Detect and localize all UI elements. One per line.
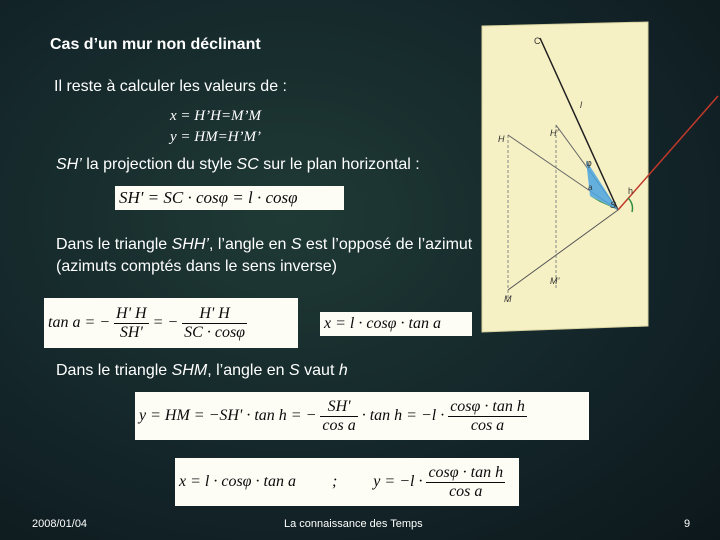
label-h-prime: H’ <box>550 128 559 138</box>
shm-text-part: vaut <box>299 362 339 379</box>
summary-y-lhs: y = −l · <box>373 473 423 490</box>
label-phi: φ <box>586 159 592 169</box>
shh-text-part: est l’opposé de l’azimut (azimuts comptés dans le sens inverse) <box>56 236 473 275</box>
fraction-denominator: SH' <box>119 323 143 341</box>
formula-tan-a <box>44 298 298 348</box>
equation-x: x = H’H=M’M <box>170 108 262 124</box>
fraction-denominator: SC · cosφ <box>184 323 246 341</box>
triangle-shh-text <box>56 234 476 278</box>
formula-y <box>135 392 589 440</box>
formula-sh-prime: SH' = SC · cosφ = l · cosφ <box>115 186 344 210</box>
summary-separator: ; <box>331 473 338 490</box>
formula-summary <box>175 458 519 506</box>
footer-date: 2008/01/04 <box>32 518 88 530</box>
fraction-numerator: cosφ · tan h <box>450 397 525 415</box>
fraction-denominator: cos a <box>322 416 356 434</box>
fraction-numerator: H' H <box>182 305 247 324</box>
summary-x: x = l · cosφ · tan a <box>179 473 296 490</box>
formula-tan-mid: = − <box>152 314 179 331</box>
formula-y-lhs: y = HM = −SH' · tan h = − <box>139 407 317 424</box>
sc-label: SC <box>236 156 259 173</box>
fraction-denominator: cos a <box>449 482 483 500</box>
s-label: S <box>289 362 300 379</box>
shm-text-part: Dans le triangle <box>56 362 172 379</box>
fraction-cos-tan-over-cos-a <box>448 398 527 435</box>
label-m: M <box>504 294 512 304</box>
shh-text-part: , l’angle en <box>208 236 291 253</box>
fraction-hh-over-sh <box>114 305 149 342</box>
projection-text <box>56 156 420 174</box>
shm-text-part: , l’angle en <box>207 362 290 379</box>
slide-title: Cas d’un mur non déclinant <box>50 36 261 53</box>
label-a: a <box>588 183 593 192</box>
label-s: S <box>610 200 617 210</box>
equation-y: y = HM=H’M’ <box>170 129 262 145</box>
shh-label: SHH’ <box>171 236 209 253</box>
shm-label: SHM <box>171 362 208 379</box>
h-label: h <box>338 362 348 379</box>
intro-text: Il reste à calculer les valeurs de : <box>54 78 287 95</box>
fraction-numerator: cosφ · tan h <box>428 463 504 481</box>
wall-plane <box>482 22 648 332</box>
formula-tan-lhs: tan a = − <box>48 314 111 331</box>
formula-y-mid: · tan h = −l · <box>361 407 445 424</box>
label-l: l <box>580 100 582 110</box>
fraction-summary-y <box>426 464 505 501</box>
shh-text-part: Dans le triangle <box>56 236 172 253</box>
page-number: 9 <box>684 518 691 530</box>
label-h: H <box>498 134 505 144</box>
triangle-shm-text <box>56 360 476 382</box>
label-h-angle: h <box>628 186 634 196</box>
fraction-numerator: H' H <box>116 304 147 322</box>
sh-prime-label: SH’ <box>56 156 82 173</box>
sundial-geometry-diagram <box>478 20 720 336</box>
projection-suffix: sur le plan horizontal : <box>258 156 420 173</box>
footer-title: La connaissance des Temps <box>284 518 423 530</box>
fraction-numerator: SH' <box>320 398 357 417</box>
fraction-sh-over-cos-a <box>320 398 357 435</box>
label-c: C <box>534 36 541 46</box>
s-label: S <box>290 236 302 253</box>
projection-middle: la projection du style <box>81 156 237 173</box>
fraction-hh-over-sc-cos <box>182 305 247 342</box>
label-m-prime: M’ <box>550 276 560 286</box>
formula-x: x = l · cosφ · tan a <box>320 312 472 336</box>
fraction-denominator: cos a <box>470 416 505 434</box>
